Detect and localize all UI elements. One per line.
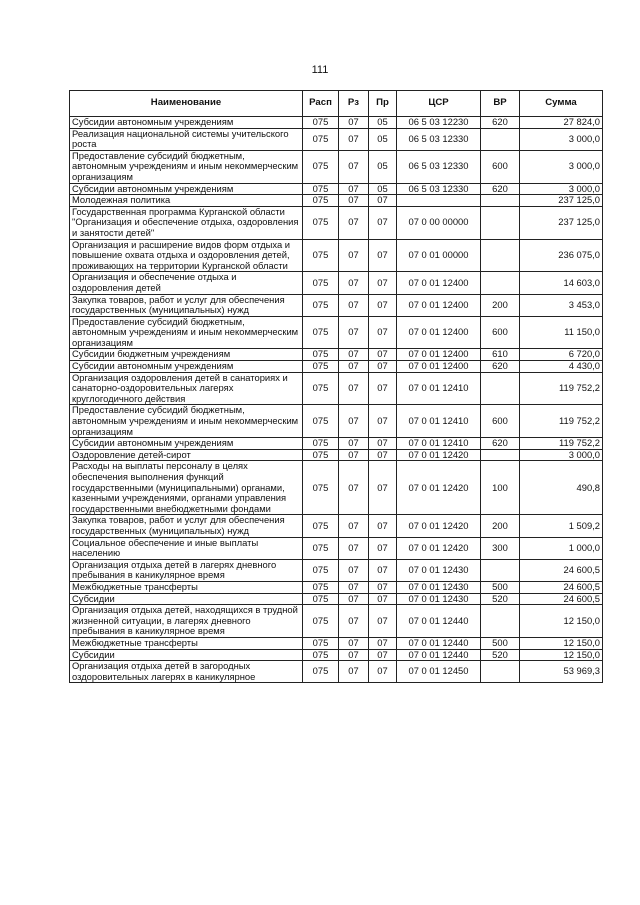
budget-table	[69, 90, 603, 683]
cell-name: Предоставление субсидий бюджетным, автономным учреждениям и иным некоммерческим организациям	[70, 316, 303, 349]
cell-sum: 24 600,5	[520, 593, 603, 605]
cell-rz: 07	[339, 461, 369, 515]
cell-pr: 05	[369, 183, 397, 195]
table-row	[70, 438, 603, 450]
table-row	[70, 150, 603, 183]
cell-vr: 600	[481, 316, 520, 349]
cell-name: Организация и обеспечение отдыха и оздоровления детей	[70, 272, 303, 294]
table-body	[70, 117, 603, 683]
cell-sum: 24 600,5	[520, 559, 603, 581]
cell-sum: 3 000,0	[520, 128, 603, 150]
cell-pr: 07	[369, 349, 397, 361]
table-row	[70, 195, 603, 207]
cell-csr: 07 0 01 12430	[397, 581, 481, 593]
cell-csr: 07 0 01 12410	[397, 438, 481, 450]
cell-rasp: 075	[303, 581, 339, 593]
cell-name: Социальное обеспечение и иные выплаты населению	[70, 537, 303, 559]
cell-name: Предоставление субсидий бюджетным, автономным учреждениям и иным некоммерческим организациям	[70, 150, 303, 183]
cell-pr: 07	[369, 272, 397, 294]
cell-name: Организация отдыха детей в загородных оздоровительных лагерях в каникулярное	[70, 661, 303, 683]
cell-name: Субсидии автономным учреждениям	[70, 117, 303, 129]
cell-rz: 07	[339, 449, 369, 461]
cell-pr: 07	[369, 637, 397, 649]
cell-pr: 07	[369, 605, 397, 638]
cell-pr: 07	[369, 405, 397, 438]
cell-name: Субсидии автономным учреждениям	[70, 361, 303, 373]
cell-rz: 07	[339, 206, 369, 239]
cell-csr: 07 0 01 12440	[397, 649, 481, 661]
cell-name: Реализация национальной системы учительского роста	[70, 128, 303, 150]
table-row	[70, 316, 603, 349]
table-row	[70, 515, 603, 537]
table-row	[70, 661, 603, 683]
cell-name: Субсидии автономным учреждениям	[70, 438, 303, 450]
cell-sum: 3 000,0	[520, 150, 603, 183]
cell-csr: 07 0 01 12430	[397, 593, 481, 605]
cell-pr: 07	[369, 372, 397, 405]
table-row	[70, 372, 603, 405]
cell-rz: 07	[339, 581, 369, 593]
cell-sum: 12 150,0	[520, 605, 603, 638]
cell-rz: 07	[339, 349, 369, 361]
cell-sum: 4 430,0	[520, 361, 603, 373]
cell-vr	[481, 239, 520, 272]
cell-csr	[397, 195, 481, 207]
cell-name: Субсидии автономным учреждениям	[70, 183, 303, 195]
cell-rz: 07	[339, 405, 369, 438]
cell-sum: 14 603,0	[520, 272, 603, 294]
cell-vr	[481, 605, 520, 638]
cell-vr: 100	[481, 461, 520, 515]
cell-sum: 119 752,2	[520, 372, 603, 405]
cell-rasp: 075	[303, 272, 339, 294]
cell-rasp: 075	[303, 206, 339, 239]
cell-name: Организация отдыха детей в лагерях дневного пребывания в каникулярное время	[70, 559, 303, 581]
cell-csr: 07 0 01 12420	[397, 449, 481, 461]
cell-csr: 07 0 01 12400	[397, 361, 481, 373]
cell-rasp: 075	[303, 649, 339, 661]
table-row	[70, 405, 603, 438]
cell-sum: 237 125,0	[520, 206, 603, 239]
table-row	[70, 183, 603, 195]
cell-sum: 3 000,0	[520, 449, 603, 461]
cell-rz: 07	[339, 316, 369, 349]
cell-rasp: 075	[303, 537, 339, 559]
col-header-csr: ЦСР	[397, 91, 481, 117]
cell-rz: 07	[339, 649, 369, 661]
cell-sum: 237 125,0	[520, 195, 603, 207]
col-header-vr: ВР	[481, 91, 520, 117]
cell-name: Расходы на выплаты персоналу в целях обеспечения выполнения функций государственными (муниципальными) органами, казенными учреждениями, органами управления государственными внебюджетными фондами	[70, 461, 303, 515]
cell-rz: 07	[339, 438, 369, 450]
cell-rz: 07	[339, 361, 369, 373]
cell-rasp: 075	[303, 183, 339, 195]
table-row	[70, 581, 603, 593]
cell-rasp: 075	[303, 637, 339, 649]
cell-sum: 1 509,2	[520, 515, 603, 537]
cell-vr: 620	[481, 361, 520, 373]
cell-csr: 06 5 03 12230	[397, 117, 481, 129]
cell-vr	[481, 272, 520, 294]
cell-pr: 07	[369, 239, 397, 272]
cell-csr: 06 5 03 12330	[397, 150, 481, 183]
table-row	[70, 294, 603, 316]
table-row	[70, 605, 603, 638]
cell-name: Молодежная политика	[70, 195, 303, 207]
cell-rz: 07	[339, 559, 369, 581]
cell-name: Субсидии бюджетным учреждениям	[70, 349, 303, 361]
cell-rz: 07	[339, 117, 369, 129]
cell-csr: 06 5 03 12330	[397, 183, 481, 195]
cell-rasp: 075	[303, 150, 339, 183]
cell-vr	[481, 559, 520, 581]
cell-csr: 07 0 00 00000	[397, 206, 481, 239]
cell-rz: 07	[339, 661, 369, 683]
cell-vr	[481, 206, 520, 239]
cell-rasp: 075	[303, 316, 339, 349]
cell-sum: 12 150,0	[520, 649, 603, 661]
cell-sum: 236 075,0	[520, 239, 603, 272]
cell-vr: 300	[481, 537, 520, 559]
cell-pr: 05	[369, 128, 397, 150]
page-number: 111	[311, 64, 329, 76]
cell-rasp: 075	[303, 372, 339, 405]
cell-csr: 07 0 01 12400	[397, 272, 481, 294]
cell-pr: 07	[369, 661, 397, 683]
cell-rasp: 075	[303, 449, 339, 461]
cell-csr: 07 0 01 12420	[397, 537, 481, 559]
cell-csr: 07 0 01 12420	[397, 515, 481, 537]
cell-name: Закупка товаров, работ и услуг для обеспечения государственных (муниципальных) нужд	[70, 294, 303, 316]
cell-sum: 27 824,0	[520, 117, 603, 129]
cell-rasp: 075	[303, 405, 339, 438]
cell-rasp: 075	[303, 239, 339, 272]
cell-csr: 07 0 01 12400	[397, 294, 481, 316]
cell-vr: 500	[481, 581, 520, 593]
cell-name: Субсидии	[70, 593, 303, 605]
cell-vr: 200	[481, 515, 520, 537]
table-row	[70, 637, 603, 649]
cell-name: Государственная программа Курганской области "Организация и обеспечение отдыха, оздоровления и занятости детей"	[70, 206, 303, 239]
cell-vr	[481, 372, 520, 405]
cell-pr: 07	[369, 316, 397, 349]
cell-pr: 05	[369, 117, 397, 129]
cell-vr: 620	[481, 117, 520, 129]
cell-rasp: 075	[303, 117, 339, 129]
cell-pr: 07	[369, 206, 397, 239]
cell-pr: 07	[369, 649, 397, 661]
cell-rasp: 075	[303, 461, 339, 515]
cell-name: Межбюджетные трансферты	[70, 581, 303, 593]
table-row	[70, 593, 603, 605]
cell-csr: 07 0 01 00000	[397, 239, 481, 272]
cell-sum: 3 000,0	[520, 183, 603, 195]
cell-pr: 07	[369, 581, 397, 593]
cell-name: Субсидии	[70, 649, 303, 661]
col-header-rasp: Расп	[303, 91, 339, 117]
cell-pr: 07	[369, 294, 397, 316]
table-row	[70, 206, 603, 239]
cell-pr: 07	[369, 559, 397, 581]
cell-csr: 07 0 01 12410	[397, 405, 481, 438]
cell-csr: 06 5 03 12330	[397, 128, 481, 150]
cell-pr: 07	[369, 438, 397, 450]
cell-rasp: 075	[303, 593, 339, 605]
table-row	[70, 361, 603, 373]
col-header-sum: Сумма	[520, 91, 603, 117]
cell-rz: 07	[339, 637, 369, 649]
cell-pr: 07	[369, 449, 397, 461]
cell-rasp: 075	[303, 438, 339, 450]
cell-vr: 620	[481, 183, 520, 195]
cell-csr: 07 0 01 12420	[397, 461, 481, 515]
cell-vr: 520	[481, 649, 520, 661]
table-row	[70, 461, 603, 515]
table-row	[70, 537, 603, 559]
cell-sum: 11 150,0	[520, 316, 603, 349]
cell-rasp: 075	[303, 361, 339, 373]
cell-rz: 07	[339, 515, 369, 537]
cell-csr: 07 0 01 12400	[397, 316, 481, 349]
cell-csr: 07 0 01 12410	[397, 372, 481, 405]
cell-sum: 24 600,5	[520, 581, 603, 593]
col-header-rz: Рз	[339, 91, 369, 117]
cell-name: Организация отдыха детей, находящихся в трудной жизненной ситуации, в лагерях дневного пребывания в каникулярное время	[70, 605, 303, 638]
cell-sum: 53 969,3	[520, 661, 603, 683]
cell-csr: 07 0 01 12430	[397, 559, 481, 581]
cell-pr: 07	[369, 593, 397, 605]
table-row	[70, 649, 603, 661]
cell-csr: 07 0 01 12450	[397, 661, 481, 683]
cell-vr	[481, 128, 520, 150]
cell-name: Межбюджетные трансферты	[70, 637, 303, 649]
cell-csr: 07 0 01 12440	[397, 637, 481, 649]
col-header-pr: Пр	[369, 91, 397, 117]
cell-vr	[481, 661, 520, 683]
cell-name: Оздоровление детей-сирот	[70, 449, 303, 461]
cell-rasp: 075	[303, 605, 339, 638]
cell-rz: 07	[339, 195, 369, 207]
cell-vr: 610	[481, 349, 520, 361]
table-row	[70, 128, 603, 150]
cell-vr: 520	[481, 593, 520, 605]
cell-rasp: 075	[303, 661, 339, 683]
cell-sum: 6 720,0	[520, 349, 603, 361]
table-row	[70, 272, 603, 294]
cell-csr: 07 0 01 12400	[397, 349, 481, 361]
cell-rasp: 075	[303, 515, 339, 537]
cell-rasp: 075	[303, 559, 339, 581]
table-row	[70, 239, 603, 272]
cell-rasp: 075	[303, 294, 339, 316]
cell-rz: 07	[339, 272, 369, 294]
cell-name: Организация и расширение видов форм отдыха и повышение охвата отдыха и оздоровления детей, проживающих на территории Курганской области	[70, 239, 303, 272]
cell-vr: 200	[481, 294, 520, 316]
cell-pr: 07	[369, 515, 397, 537]
cell-pr: 07	[369, 361, 397, 373]
cell-rz: 07	[339, 294, 369, 316]
table-row	[70, 117, 603, 129]
table-row	[70, 559, 603, 581]
cell-sum: 3 453,0	[520, 294, 603, 316]
cell-vr	[481, 195, 520, 207]
cell-sum: 12 150,0	[520, 637, 603, 649]
cell-rz: 07	[339, 372, 369, 405]
cell-pr: 07	[369, 195, 397, 207]
cell-vr: 620	[481, 438, 520, 450]
cell-rasp: 075	[303, 195, 339, 207]
cell-sum: 1 000,0	[520, 537, 603, 559]
cell-name: Закупка товаров, работ и услуг для обеспечения государственных (муниципальных) нужд	[70, 515, 303, 537]
cell-vr: 500	[481, 637, 520, 649]
header-row	[70, 91, 603, 117]
cell-name: Организация оздоровления детей в санаториях и санаторно-оздоровительных лагерях круглогодичного действия	[70, 372, 303, 405]
cell-rasp: 075	[303, 128, 339, 150]
cell-pr: 07	[369, 537, 397, 559]
cell-sum: 119 752,2	[520, 405, 603, 438]
cell-rz: 07	[339, 593, 369, 605]
cell-vr: 600	[481, 150, 520, 183]
cell-rasp: 075	[303, 349, 339, 361]
cell-rz: 07	[339, 183, 369, 195]
cell-vr	[481, 449, 520, 461]
table-row	[70, 449, 603, 461]
cell-rz: 07	[339, 239, 369, 272]
cell-pr: 07	[369, 461, 397, 515]
cell-sum: 490,8	[520, 461, 603, 515]
cell-csr: 07 0 01 12440	[397, 605, 481, 638]
cell-vr: 600	[481, 405, 520, 438]
cell-rz: 07	[339, 128, 369, 150]
cell-sum: 119 752,2	[520, 438, 603, 450]
col-header-name: Наименование	[70, 91, 303, 117]
cell-name: Предоставление субсидий бюджетным, автономным учреждениям и иным некоммерческим организациям	[70, 405, 303, 438]
cell-rz: 07	[339, 150, 369, 183]
cell-rz: 07	[339, 537, 369, 559]
cell-rz: 07	[339, 605, 369, 638]
cell-pr: 05	[369, 150, 397, 183]
table-row	[70, 349, 603, 361]
